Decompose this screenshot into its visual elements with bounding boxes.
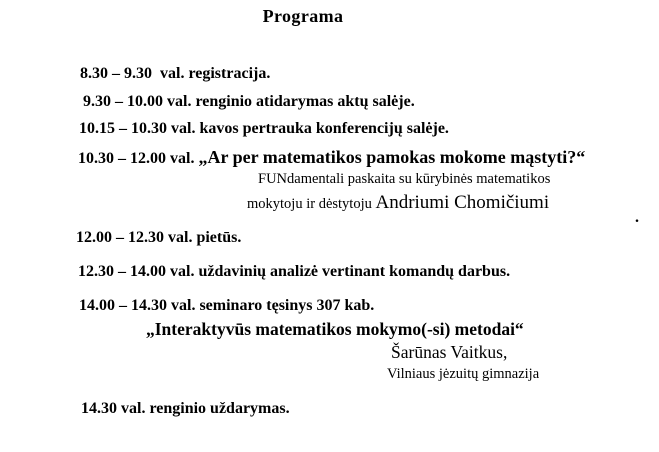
- lecture-description-line2-prefix: mokytoju ir dėstytoju: [247, 196, 376, 212]
- speaker-school: Vilniaus jėzuitų gimnazija: [387, 366, 540, 382]
- lecturer-name: Andriumi Chomičiumi: [375, 192, 550, 213]
- stray-period: .: [635, 209, 639, 226]
- seminar-title: „Interaktyvūs matematikos mokymo(-si) metodai“: [146, 319, 524, 339]
- lecture-description-line2: [247, 192, 549, 214]
- page-title: Programa: [262, 6, 344, 26]
- schedule-line-registration: 8.30 – 9.30 val. registracija.: [80, 65, 271, 82]
- lecture-description-line1: FUNdamentali paskaita su kūrybinės matematikos: [258, 171, 551, 187]
- schedule-line-opening: 9.30 – 10.00 val. renginio atidarymas aktų salėje.: [83, 93, 415, 110]
- schedule-line-lecture: [78, 147, 585, 168]
- schedule-line-closing: 14.30 val. renginio uždarymas.: [81, 400, 290, 417]
- schedule-line-coffee-break: 10.15 – 10.30 val. kavos pertrauka konferencijų salėje.: [79, 120, 449, 137]
- schedule-line-lunch: 12.00 – 12.30 val. pietūs.: [76, 229, 242, 246]
- schedule-line-seminar: 14.00 – 14.30 val. seminaro tęsinys 307 kab.: [79, 297, 375, 314]
- schedule-line-task-analysis: 12.30 – 14.00 val. uždavinių analizė vertinant komandų darbus.: [78, 263, 511, 280]
- lecture-time: 10.30 – 12.00 val.: [78, 150, 199, 167]
- speaker-name: Šarūnas Vaitkus,: [391, 342, 508, 362]
- lecture-title: „Ar per matematikos pamokas mokome mąstyti?“: [198, 147, 586, 167]
